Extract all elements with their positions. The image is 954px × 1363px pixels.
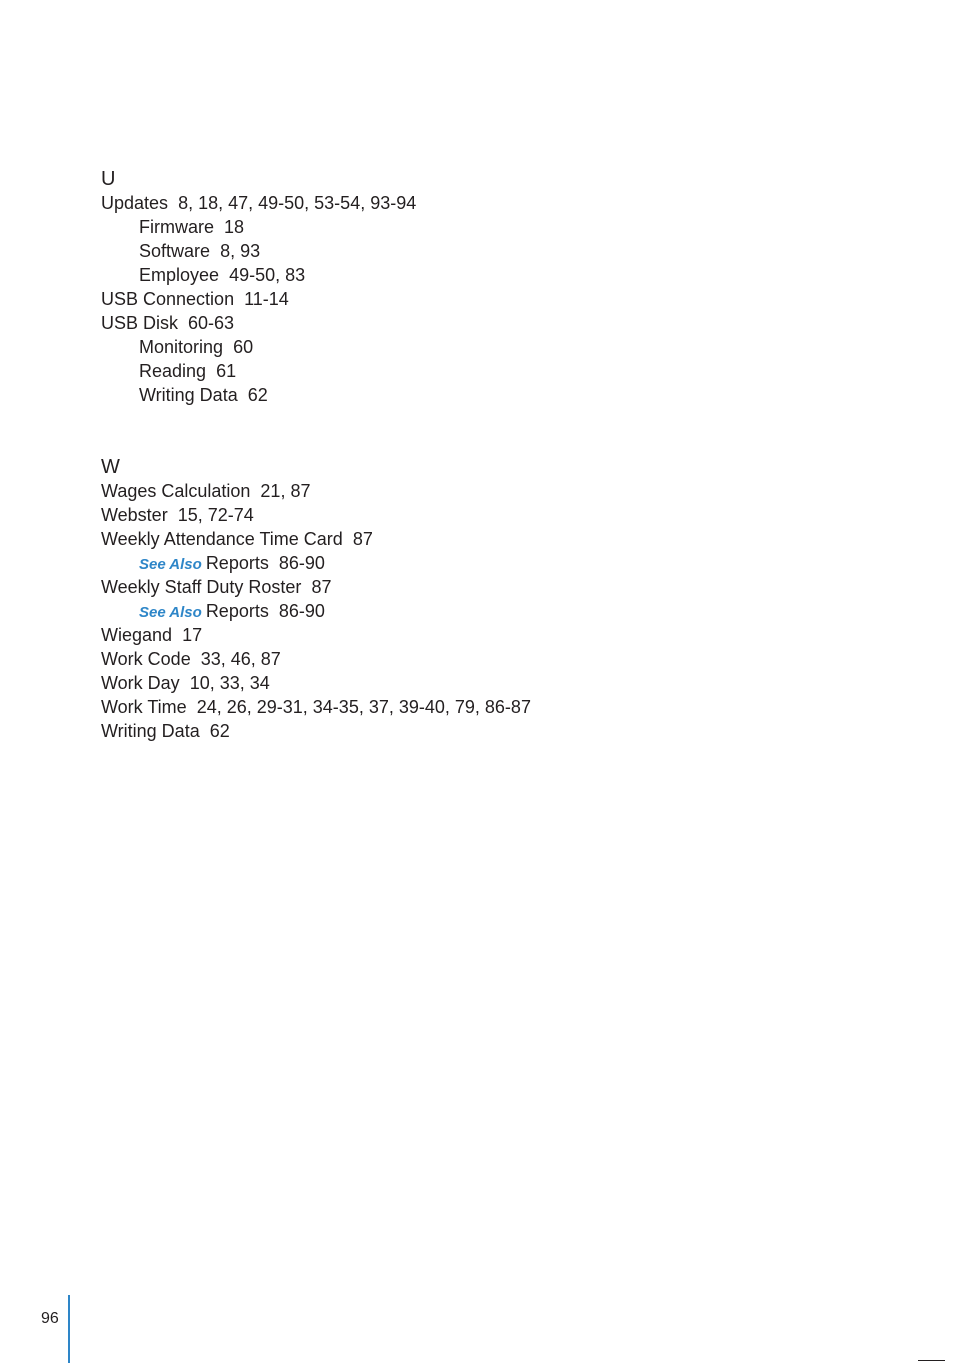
entry-pages: 62 xyxy=(247,385,268,405)
page-number-divider xyxy=(68,1295,70,1363)
entry-term: Employee xyxy=(139,265,220,285)
index-entry xyxy=(101,287,416,311)
entry-pages: 17 xyxy=(182,625,203,645)
entry-term: Weekly Staff Duty Roster xyxy=(101,577,302,597)
entry-term: Weekly Attendance Time Card xyxy=(101,529,343,549)
entry-term: Work Code xyxy=(101,649,191,669)
entry-pages: 61 xyxy=(216,361,237,381)
entry-pages: 24, 26, 29-31, 34-35, 37, 39-40, 79, 86-87 xyxy=(196,697,531,717)
entry-pages: 86-90 xyxy=(278,601,325,621)
index-section-w xyxy=(101,455,531,743)
index-entry xyxy=(101,527,531,551)
section-letter: U xyxy=(101,168,116,190)
index-entry xyxy=(101,695,531,719)
index-entry xyxy=(101,719,531,743)
entry-term: Writing Data xyxy=(101,721,200,741)
index-subentry xyxy=(101,239,416,263)
entry-term: Work Day xyxy=(101,673,180,693)
index-subentry xyxy=(101,215,416,239)
index-section-u xyxy=(101,167,416,407)
page-number: 96 xyxy=(41,1310,59,1327)
index-entry xyxy=(101,647,531,671)
entry-term: Reading xyxy=(139,361,207,381)
entry-pages: 87 xyxy=(311,577,332,597)
index-see-also-entry xyxy=(101,551,531,575)
entry-term: Webster xyxy=(101,505,168,525)
entry-term: Software xyxy=(139,241,211,261)
entry-pages: 11-14 xyxy=(244,289,289,309)
entry-pages: 21, 87 xyxy=(260,481,311,501)
entry-term: Reports xyxy=(205,601,269,621)
entry-term: Work Time xyxy=(101,697,187,717)
entry-term: Updates xyxy=(101,193,169,213)
entry-pages: 60-63 xyxy=(188,313,235,333)
index-entry xyxy=(101,479,531,503)
index-entry xyxy=(101,503,531,527)
corner-rule xyxy=(918,1360,945,1361)
index-subentry xyxy=(101,263,416,287)
entry-pages: 62 xyxy=(209,721,230,741)
entry-pages: 86-90 xyxy=(278,553,325,573)
entry-term: Reports xyxy=(205,553,269,573)
entry-term: USB Connection xyxy=(101,289,235,309)
entry-pages: 15, 72-74 xyxy=(177,505,254,525)
entry-term: Wages Calculation xyxy=(101,481,251,501)
entry-pages: 8, 93 xyxy=(220,241,261,261)
entry-pages: 33, 46, 87 xyxy=(200,649,281,669)
see-also-label: See Also xyxy=(139,604,202,621)
index-subentry xyxy=(101,383,416,407)
section-letter: W xyxy=(101,456,120,478)
index-entry xyxy=(101,671,531,695)
entry-pages: 87 xyxy=(352,529,373,549)
index-entry xyxy=(101,623,531,647)
index-entry xyxy=(101,575,531,599)
entry-pages: 10, 33, 34 xyxy=(189,673,270,693)
entry-pages: 18 xyxy=(224,217,245,237)
see-also-label: See Also xyxy=(139,556,202,573)
entry-term: Wiegand xyxy=(101,625,173,645)
entry-term: USB Disk xyxy=(101,313,179,333)
index-entry xyxy=(101,311,416,335)
index-see-also-entry xyxy=(101,599,531,623)
index-subentry xyxy=(101,335,416,359)
entry-term: Firmware xyxy=(139,217,214,237)
entry-pages: 60 xyxy=(233,337,254,357)
index-subentry xyxy=(101,359,416,383)
entry-term: Writing Data xyxy=(139,385,238,405)
entry-pages: 49-50, 83 xyxy=(229,265,306,285)
entry-term: Monitoring xyxy=(139,337,224,357)
index-entry xyxy=(101,191,416,215)
entry-pages: 8, 18, 47, 49-50, 53-54, 93-94 xyxy=(178,193,417,213)
